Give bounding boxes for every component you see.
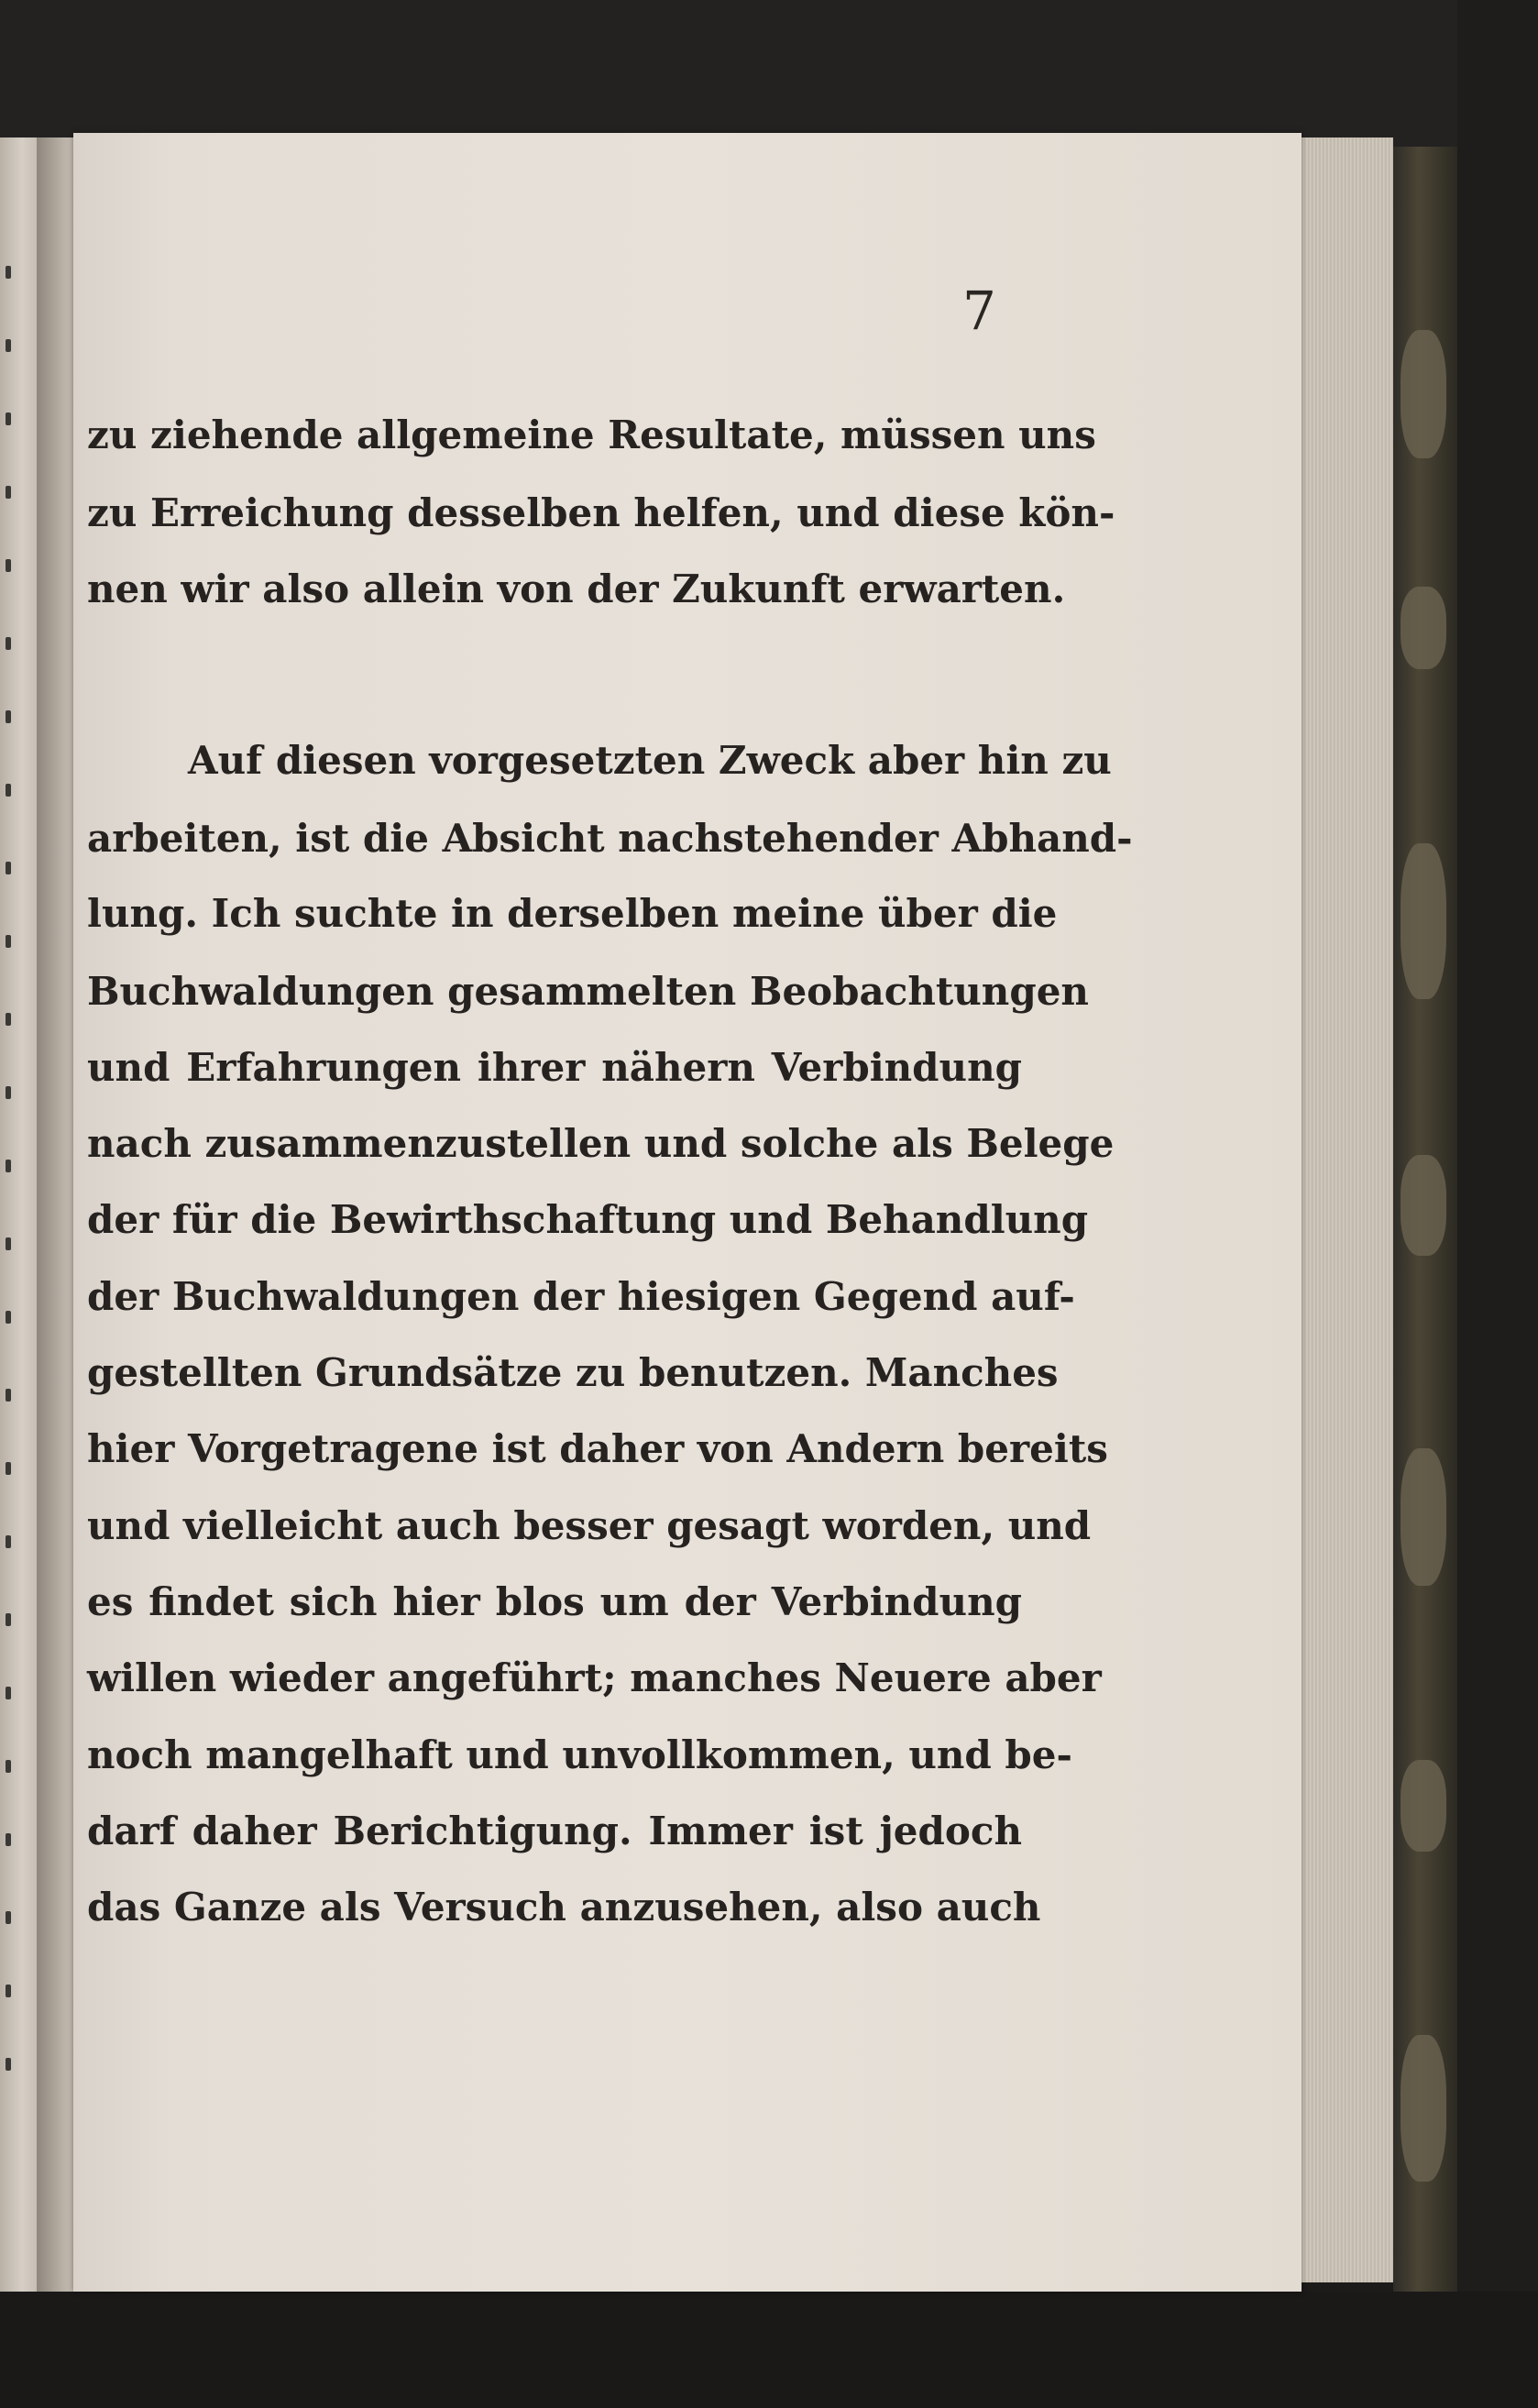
text-line: gestellten Grundsätze zu benutzen. Manches (87, 1350, 1059, 1395)
text-line: zu Erreichung desselben helfen, und diese kön- (87, 490, 1115, 535)
text-line: Buchwaldungen gesammelten Beobachtungen (87, 969, 1089, 1014)
text-line: nen wir also allein von der Zukunft erwarten. (87, 566, 1066, 611)
text-line: zu ziehende allgemeine Resultate, müssen uns (87, 412, 1096, 457)
text-line: und Erfahrungen ihrer nähern Verbindung (87, 1045, 1022, 1090)
text-line: Auf diesen vorgesetzten Zweck aber hin zu (188, 738, 1112, 783)
background-right (1457, 0, 1538, 2408)
facing-page-edge (0, 137, 37, 2310)
text-line: es findet sich hier blos um der Verbindung (87, 1579, 1022, 1624)
text-line: willen wieder angeführt; manches Neuere aber (87, 1655, 1102, 1700)
page-number: 7 (962, 280, 996, 342)
text-line: noch mangelhaft und unvollkommen, und be- (87, 1732, 1072, 1777)
text-line: und vielleicht auch besser gesagt worden, und (87, 1503, 1092, 1548)
text-line: das Ganze als Versuch anzusehen, also auch (87, 1885, 1041, 1930)
book-cover-top (0, 0, 1538, 147)
text-line: der für die Bewirthschaftung und Behandlung (87, 1197, 1089, 1242)
page-edges (1292, 137, 1393, 2282)
book-cover-right (1393, 147, 1457, 2292)
text-line: der Buchwaldungen der hiesigen Gegend auf- (87, 1274, 1075, 1319)
text-line: hier Vorgetragene ist daher von Andern bereits (87, 1426, 1108, 1471)
text-line: nach zusammenzustellen und solche als Belege (87, 1121, 1115, 1166)
text-line: lung. Ich suchte in derselben meine über die (87, 891, 1058, 936)
text-line: arbeiten, ist die Absicht nachstehender Abhand- (87, 816, 1133, 861)
book-cover-bottom (0, 2292, 1538, 2408)
text-line: darf daher Berichtigung. Immer ist jedoch (87, 1809, 1022, 1853)
